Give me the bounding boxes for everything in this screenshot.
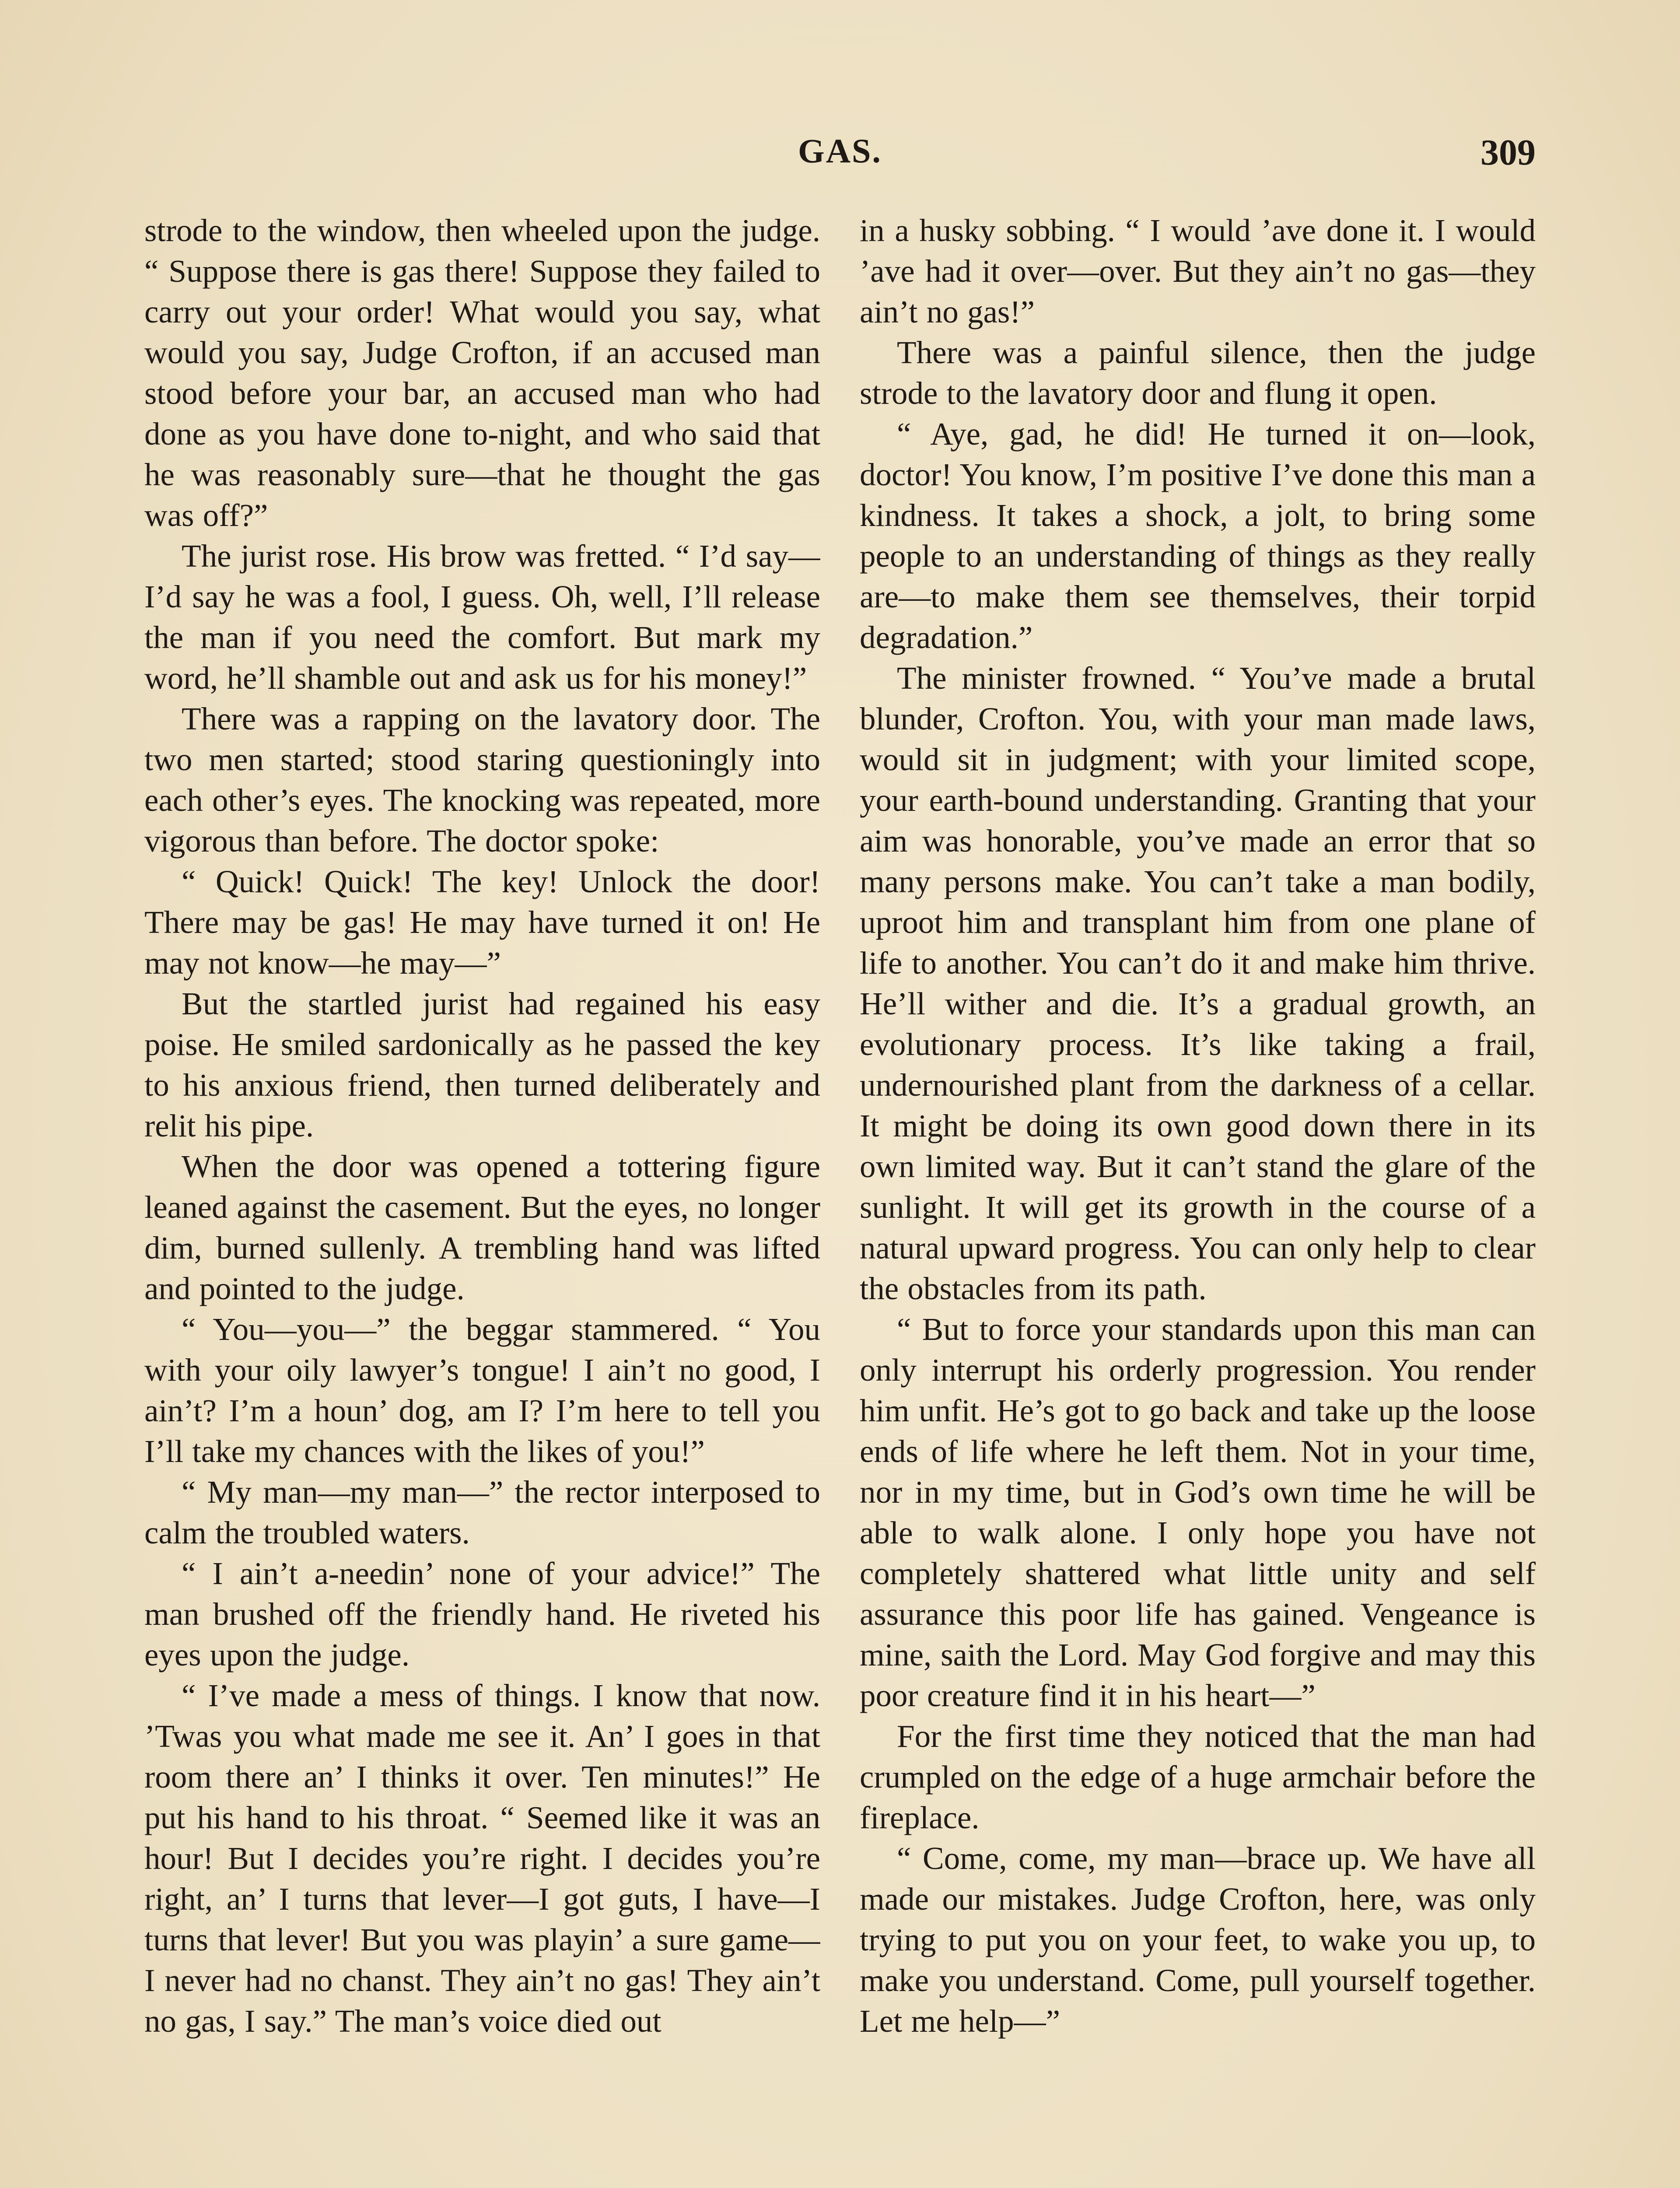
paragraph: “ Aye, gad, he did! He turned it on—look, doctor! You know, I’m positive I’ve done this man a kindness. It takes a shock, a jolt, to bring some people to an understanding of things as they really are—to make them see themselves, their torpid degradation.” — [860, 416, 1536, 655]
paragraph: The minister frowned. “ You’ve made a brutal blunder, Crofton. You, with your man made laws, would sit in judgment; with your limited scope, your earth-bound understanding. Granting that your aim was honorable, you’ve made an error that so many persons make. You can’t take a man bodily, uproot him and transplant him from one plane of life to another. You can’t do it and make him thrive. He’ll wither and die. It’s a gradual growth, an evolutionary process. It’s like taking a frail, undernourished plant from the darkness of a cellar. It might be doing its own good down there in its own limited way. But it can’t stand the glare of the sunlight. It will get its growth in the course of a natural upward progress. You can only help to clear the obstacles from its path. — [860, 660, 1536, 1306]
right-column — [860, 210, 1536, 2188]
page-header — [144, 131, 1536, 184]
paragraph: strode to the window, then wheeled upon the judge. “ Suppose there is gas there! Suppose they failed to carry out your order! What would you say, what would you say, Judge Crofton, if an accused man stood before your bar, an accused man who had done as you have done to-night, and who said that he was reasonably sure—that he thought the gas was off?” — [144, 213, 820, 533]
text-columns — [144, 210, 1536, 2188]
left-column — [144, 210, 820, 2188]
paragraph: “ But to force your standards upon this man can only interrupt his orderly progression. You render him unfit. He’s got to go back and take up the loose ends of life where he left them. Not in your time, nor in my time, but in God’s own time he will be able to walk alone. I only hope you have not completely shattered what little unity and self assurance this poor life has gained. Vengeance is mine, saith the Lord. May God forgive and may this poor creature find it in his heart—” — [860, 1311, 1536, 1713]
paragraph: “ Come, come, my man—brace up. We have all made our mistakes. Judge Crofton, here, was only trying to put you on your feet, to wake you up, to make you understand. Come, pull yourself together. Let me help—” — [860, 1841, 1536, 2039]
paragraph: The jurist rose. His brow was fretted. “ I’d say—I’d say he was a fool, I guess. Oh, well, I’ll release the man if you need the comfort. But mark my word, he’ll shamble out and ask us for his money!” — [144, 538, 820, 696]
paragraph: “ I ain’t a-needin’ none of your advice!” The man brushed off the friendly hand. He riveted his eyes upon the judge. — [144, 1556, 820, 1673]
paragraph: “ My man—my man—” the rector interposed to calm the troubled waters. — [144, 1474, 820, 1550]
paragraph: “ You—you—” the beggar stammered. “ You with your oily lawyer’s tongue! I ain’t no good, I ain’t? I’m a houn’ dog, am I? I’m here to tell you I’ll take my chances with the likes of you!” — [144, 1311, 820, 1469]
paragraph: “ I’ve made a mess of things. I know that now. ’Twas you what made me see it. An’ I goes in that room there an’ I thinks it over. Ten minutes!” He put his hand to his throat. “ Seemed like it was an hour! But I decides you’re right. I decides you’re right, an’ I turns that lever—I got guts, I have—I turns that lever! But you was playin’ a sure game—I never had no chanst. They ain’t no gas! They ain’t no gas, I say.” The man’s voice died out — [144, 1678, 820, 2039]
paragraph: But the startled jurist had regained his easy poise. He smiled sardonically as he passed the key to his anxious friend, then turned deliberately and relit his pipe. — [144, 986, 820, 1143]
running-head: GAS. — [798, 132, 882, 170]
paragraph: For the first time they noticed that the man had crumpled on the edge of a huge armchair before the fireplace. — [860, 1718, 1536, 1835]
paragraph: There was a rapping on the lavatory door. The two men started; stood staring questioningly into each other’s eyes. The knocking was repeated, more vigorous than before. The doctor spoke: — [144, 701, 820, 859]
paragraph: in a husky sobbing. “ I would ’ave done it. I would ’ave had it over—over. But they ain’t no gas—they ain’t no gas!” — [860, 213, 1536, 330]
paragraph: “ Quick! Quick! The key! Unlock the door! There may be gas! He may have turned it on! He may not know—he may—” — [144, 864, 820, 981]
paragraph: When the door was opened a tottering figure leaned against the casement. But the eyes, no longer dim, burned sullenly. A trembling hand was lifted and pointed to the judge. — [144, 1149, 820, 1306]
paragraph: There was a painful silence, then the judge strode to the lavatory door and flung it open. — [860, 335, 1536, 411]
page-number: 309 — [1480, 132, 1536, 173]
